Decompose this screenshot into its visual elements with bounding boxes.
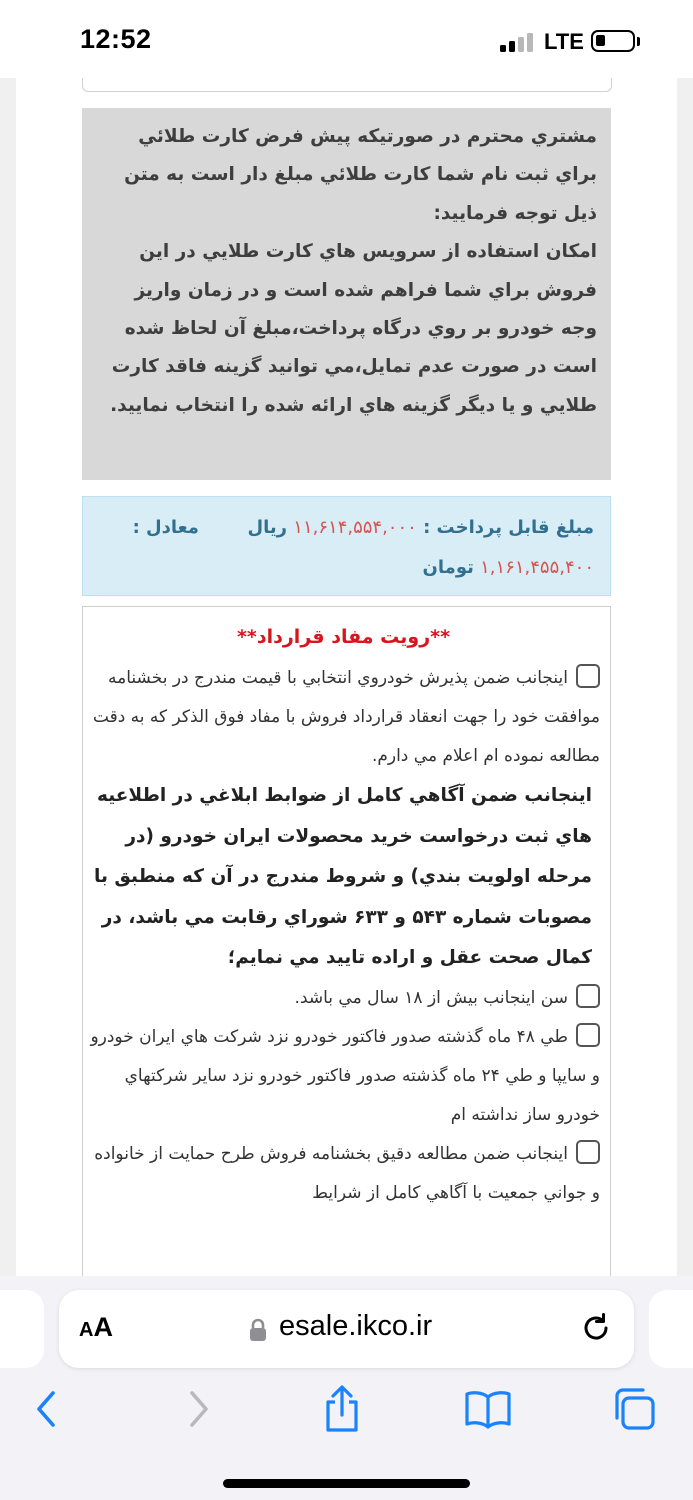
tabs-icon [611,1386,657,1432]
previous-tab-pill[interactable] [0,1290,44,1368]
status-bar [0,0,693,78]
family-plan-checkbox[interactable] [576,1140,600,1164]
contract-item-3 [87,1018,600,1135]
notice-paragraph-2: امكان استفاده از سرويس هاي كارت طلايي در اين فروش براي شما فراهم شده است و در زمان واريز وجه خودرو بر روي درگاه پرداخت،مبلغ آن لحاظ شده است در صورت عدم تمايل،مي توانيد گزينه فاقد كارت طلايي و يا ديگر گزينه هاي ارائه شده را انتخاب نماييد. [110,241,597,416]
toman-unit: تومان [422,557,474,578]
book-icon [464,1389,512,1429]
chevron-left-icon [32,1389,62,1429]
agree-price-text: اينجانب ضمن پذيرش خودروي انتخابي با قيمت مندرج در بخشنامه موافقت خود را جهت انعقاد قرارداد فروش با مفاد فوق الذكر كه به دقت مطالعه نموده ام اعلام مي دارم. [92,668,600,766]
page-content [16,78,677,1276]
age-checkbox[interactable] [576,984,600,1008]
url-text[interactable]: esale.ikco.ir [279,1310,433,1342]
rial-unit: ريال [247,517,288,538]
previous-panel-edge [82,78,612,92]
family-plan-text: اينجانب ضمن مطالعه دقيق بخشنامه فروش طرح حمايت از خانواده و جواني جمعيت با آگاهي كامل از شرايط [94,1143,600,1203]
back-button[interactable] [22,1384,72,1434]
bookmarks-button[interactable] [463,1384,513,1434]
age-text: سن اينجانب بيش از ۱۸ سال مي باشد. [294,987,568,1008]
cellular-signal-icon [500,32,536,52]
agree-price-checkbox[interactable] [576,664,600,688]
share-button[interactable] [317,1384,367,1434]
browser-chrome [0,1276,693,1500]
carrier-label: LTE [544,29,584,54]
declaration-text: اينجانب ضمن آگاهي كامل از ضوابط ابلاغي در اطلاعيه هاي ثبت درخواست خريد محصولات ايران خودرو (در مرحله اولويت بندي) و شروط مندرج در آن كه منطبق با مصوبات شماره ۵۴۳ و ۶۳۳ شوراي رقابت مي باشد، در كمال صحت عقل و اراده تاييد مي نمايم؛ [94,785,592,969]
battery-icon [591,30,635,52]
invoice-history-checkbox[interactable] [576,1023,600,1047]
equivalent-label: معادل : [132,517,199,538]
contract-item-4 [87,1135,600,1213]
reload-icon[interactable] [579,1311,613,1345]
notice-paragraph-1: مشتري محترم در صورتيكه پيش فرض كارت طلائي براي ثبت نام شما كارت طلائي مبلغ دار است به متن ذيل توجه فرماييد: [124,126,597,224]
forward-button[interactable] [173,1384,223,1434]
status-time: 12:52 [80,24,152,54]
tabs-button[interactable] [609,1384,659,1434]
amount-rial: ۱۱,۶۱۴,۵۵۴,۰۰۰ [293,517,417,538]
contract-title: **رويت مفاد قرارداد** [236,626,451,648]
web-viewport[interactable] [0,78,693,1276]
contract-section [82,606,611,1276]
address-bar[interactable] [59,1290,634,1368]
share-icon [322,1385,362,1433]
lock-icon [249,1318,267,1342]
amount-toman: ۱,۱۶۱,۴۵۵,۴۰۰ [480,557,594,578]
gold-card-notice [82,108,611,480]
invoice-history-text: طي ۴۸ ماه گذشته صدور فاكتور خودرو نزد شركت هاي ايران خودرو و سايپا و طي ۲۴ ماه گذشته صدور فاكتور خودرو نزد ساير شركتهاي خودرو ساز نداشته ام [90,1026,600,1125]
home-indicator[interactable] [223,1479,470,1488]
payment-amount-box [82,496,611,596]
contract-item-1 [87,659,600,776]
contract-item-2 [87,979,600,1018]
reader-options-button[interactable]: AA [79,1312,113,1342]
payment-label: مبلغ قابل پرداخت : [423,517,594,538]
next-tab-pill[interactable] [649,1290,693,1368]
browser-toolbar [0,1384,693,1440]
battery-cap [637,37,640,46]
chevron-right-icon [183,1389,213,1429]
